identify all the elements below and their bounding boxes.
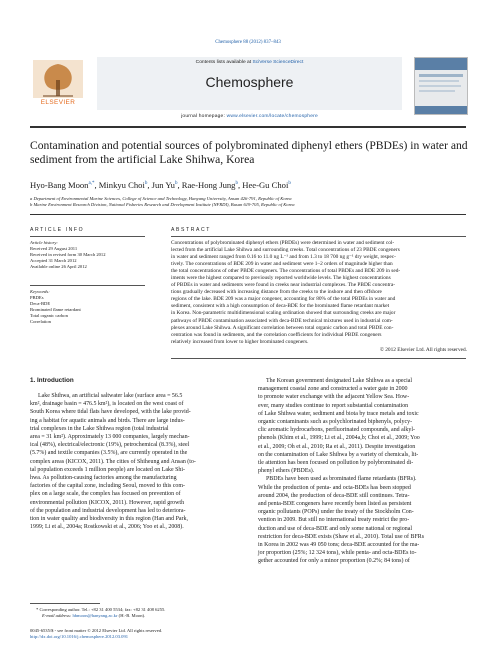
abstract-line: lected from the artificial Lake Shihwa and surrounding creeks. Total concentrations of 23 PBDE congeners [171,247,400,254]
paragraph-line: management coastal zone and constructed a water gate in 2000 [258,386,408,393]
email-link[interactable]: hbmoon@hanyang.ac.kr [72,613,118,619]
paragraph-line: trial complexes in the Lake Shihwa region (total industrial [30,425,169,432]
paragraph-line: ical (48%), electrical/electronic (19%), petrochemical (8.3%), steel [30,442,190,449]
paragraph-line: restriction for deca-BDE exists (Shaw et al., 2010). Total use of BFRs [258,533,425,540]
header-rule [30,126,466,128]
history-item: Available online 26 April 2012 [30,264,87,270]
paragraph-line: duction and use of deca-BDE and only some national or regional [258,525,413,532]
homepage-line: journal homepage: www.elsevier.com/locate/chemosphere [181,114,318,119]
abstract-line: centration was found in sediments, and the correlation coefficients for individual PBDE congeners [171,331,382,338]
article-info-heading: ARTICLE INFO [30,227,85,233]
paragraph-line: phenols (Khim et al., 1999; Li et al., 2004a,b; Choi et al., 2009; Yoo [258,435,420,442]
history-item: Received 29 August 2011 [30,246,78,252]
keywords-label: Keywords: [30,289,50,294]
affiliation: b Marine Environment Research Division, National Fisheries Research and Development Institute (NFRDI), Busan 619-705, Republic of Korea [30,202,295,208]
paragraph-line: tion in water quality and biodiversity in this region (Han and Park, [30,516,188,523]
paragraph-line: organic pollutants (POPs) under the treaty of the Stockholm Con- [258,509,414,516]
paragraph-line: phenyl ethers (PBDEs). [258,468,315,475]
abstract-line: of PBDEs in water and sediments were found in creeks near industrial complexes. The PBDE concentra- [171,282,395,289]
contents-line: Contents lists available at SciVerse ScienceDirect [195,60,304,65]
paragraph-line: tal population exceeds 1 million people) are located on Lake Shi- [30,466,185,473]
history-label: Article history: [30,240,58,245]
email-line: E-mail address: hbmoon@hanyang.ac.kr (H.-B. Moon). [42,613,146,619]
keyword: Brominated flame retardant [30,307,81,313]
paragraph-line: environmental pollution (KICOX, 2011). However, rapid growth [30,499,185,506]
author[interactable]: Hyo-Bang Moon$^{a,*}$ [30,180,95,190]
paragraph-line: et al., 2009; Oh et al., 2010; Ra et al., 2011). Despite investigation [258,443,416,450]
abstract-line: sediment, consistent with a high consumption of deca-BDE for the brominated flame retardant market [171,303,390,310]
abstract-line: in Korea. Non-parametric multidimensional scaling ordination showed that surrounding creeks are major [171,310,396,317]
abstract-line: iments were the highest compared to previously reported worldwide levels. The highest concentrations [171,275,391,282]
article-history [30,240,148,270]
paragraph-line: on the contamination of Lake Shihwa by a variety of chemicals, lit- [258,451,419,458]
paragraph-line: factories of the capital zone, including Seoul, moved to this com- [30,483,185,490]
front-matter-info [30,628,245,640]
paragraph-line: in Korea in 2002 was 49 050 tons; deca-BDE accounted for the ma- [258,542,420,549]
author[interactable]: Rae-Hong Jung$^b$ [181,180,238,190]
paragraph-line: 1999; Li et al., 2004a; Rostkowski et al., 2006; Yoo et al., 2008). [30,524,184,531]
abstract-line: pathways of PBDE contamination associated with deca-BDE technical mixtures used in industrial com- [171,317,393,324]
abstract-line: in water and sediment ranged from 0.16 to 11.0 ng L⁻¹ and from 1.3 to 18 700 ng g⁻¹ dry weight, respec- [171,254,396,261]
paragraph-line: complex areas (KICOX, 2011). The cities of Shiheung and Ansan (to- [30,458,196,465]
keyword: Correlation [30,319,51,325]
author[interactable]: Jun Yu$^b$ [151,180,178,190]
author-list: Hyo-Bang Moon$^{a,*}$, Minkyu Choi$^b$, Jun Yu$^b$, Rae-Hong Jung$^b$, Hee-Gu Choi$^b$ [30,180,291,190]
paragraph-line: PBDEs have been used as brominated flame retardants (BFRs). [266,476,417,483]
paragraph-line: (5.7%) and textile companies (3.5%), are currently operated in the [30,450,188,457]
abstract-line: relatively increased from lower to higher brominated congeners. [171,338,309,345]
keyword: Total organic carbon [30,313,68,319]
journal-cover-thumbnail [414,57,468,115]
abstract-line: tively. The concentrations of BDE 209 in water and sediment were 1–2 orders of magnitude higher than [171,261,393,268]
author[interactable]: Minkyu Choi$^b$ [98,180,148,190]
affiliation-rule [30,214,466,215]
intro-left-column [30,392,240,531]
abstract-bottom-rule [171,358,466,359]
paragraph-line: tle attention has been focused on pollution by polybrominated di- [258,460,414,467]
paragraph-line: The Korean government designated Lake Shihwa as a special [266,378,413,384]
homepage-link[interactable]: www.elsevier.com/locate/chemosphere [226,114,318,119]
paragraph-line: jor proportion (25%; 12 324 tons), while penta- and octa-BDEs to- [258,550,417,557]
paragraph-line: of Lake Shihwa water, sediment and biota by trace metals and toxic [258,410,419,417]
journal-reference[interactable]: Chemosphere 88 (2012) 837–843 [215,40,281,45]
abstract-line: tions gradually decreased with increasing distance from the creeks to the inshore and then offshore [171,289,382,296]
paragraph-line: hwa. As pollution-causing factories among the manufacturing [30,475,177,482]
paragraph-line: gether accounted for only a minor proportion (0.2%; 84 tons) of [258,558,410,565]
paragraph-line: vention in 2009. But still no international treaty restrict the pro- [258,517,410,524]
intro-right-column [258,377,468,566]
paragraph-line: area = 31 km²). Approximately 13 000 companies, largely mechan- [30,434,190,441]
history-item: Received in revised form 30 March 2012 [30,252,106,258]
keyword: PBDEs [30,295,44,301]
copyright: © 2012 Elsevier Ltd. All rights reserved. [379,346,467,353]
affiliation: a Department of Environmental Marine Sciences, College of Science and Technology, Hanyang University, Ansan 426-791, Republic of Korea [30,196,292,201]
keywords-rule [30,285,145,286]
abstract-line: the total concentrations of other PBDE congeners. The concentrations of total PBDEs and BDE 209 in sed- [171,268,401,275]
abstract-line: Concentrations of polybrominated diphenyl ethers (PBDEs) were determined in water and sediment col- [171,240,395,246]
journal-masthead [97,57,402,110]
abstract-line: plexes around Lake Shihwa. A significant correlation between total organic carbon and total PBDE con- [171,324,394,331]
paragraph-line: of the population and industrial development has led to deteriora- [30,507,186,514]
abstract-rule [171,236,466,237]
issn-line: 0045-6535/$ - see front matter © 2012 Elsevier Ltd. All rights reserved. [30,628,163,633]
article-info-rule [30,236,145,237]
paragraph-line: to promote water exchange with the adjacent Yellow Sea. How- [258,394,410,401]
paragraph-line: ing a habitat for aquatic animals and birds. There are large indus- [30,417,185,424]
section-heading-introduction: 1. Introduction [30,377,74,384]
paragraph-line: and penta-BDE congeners have recently been listed as persistent [258,501,412,508]
keyword: Deca-BDE [30,301,51,307]
affiliations [30,196,470,208]
paragraph-line: around 2004, the production of deca-BDE still continues. Tetra- [258,492,410,499]
article-title: Contamination and potential sources of polybrominated diphenyl ethers (PBDEs) in water and sediment from the artificial Lake Shihwa, Korea [30,139,468,166]
abstract-heading: ABSTRACT [171,227,211,233]
abstract-text [171,240,467,354]
author[interactable]: Hee-Gu Choi$^b$ [242,180,291,190]
corresponding-author-note: * Corresponding author. Tel.: +82 31 400 5534; fax: +82 31 408 6255. [36,607,166,612]
keywords [30,289,148,326]
footnotes [30,607,245,619]
paragraph-line: km², drainage basin = 476.5 km²), is located on the west coast of [30,401,184,408]
paragraph-line: organic contaminants such as polychlorinated biphenyls, polycy- [258,419,413,426]
paragraph-line: While the production of penta- and octa-BDEs has been stopped [258,484,411,491]
history-item: Accepted 31 March 2012 [30,258,77,264]
sciencedirect-link[interactable]: SciVerse ScienceDirect [252,60,304,65]
journal-name: Chemosphere [205,74,294,90]
paragraph-line: South Korea where tidal flats have developed, with the lake provid- [30,409,191,416]
elsevier-logo [33,60,83,106]
footnote-rule [30,603,100,604]
abstract-line: regions of the lake. BDE 209 was a major congener, accounting for 80% of the total PBDEs in water and [171,296,396,303]
doi-link[interactable]: http://dx.doi.org/10.1016/j.chemosphere.2012.03.091 [30,634,129,640]
publisher-name: ELSEVIER [40,99,76,106]
cover-image-icon [415,58,467,114]
paragraph-line: Lake Shihwa, an artificial saltwater lake (surface area = 56.5 [38,393,183,399]
paragraph-line: clic aromatic hydrocarbons, perfluorinated compounds, and alkyl- [258,427,415,434]
paragraph-line: ever, many studies continue to report substantial contamination [258,402,409,409]
paragraph-line: plex on a large scale, the complex has focused on prevention of [30,491,181,498]
